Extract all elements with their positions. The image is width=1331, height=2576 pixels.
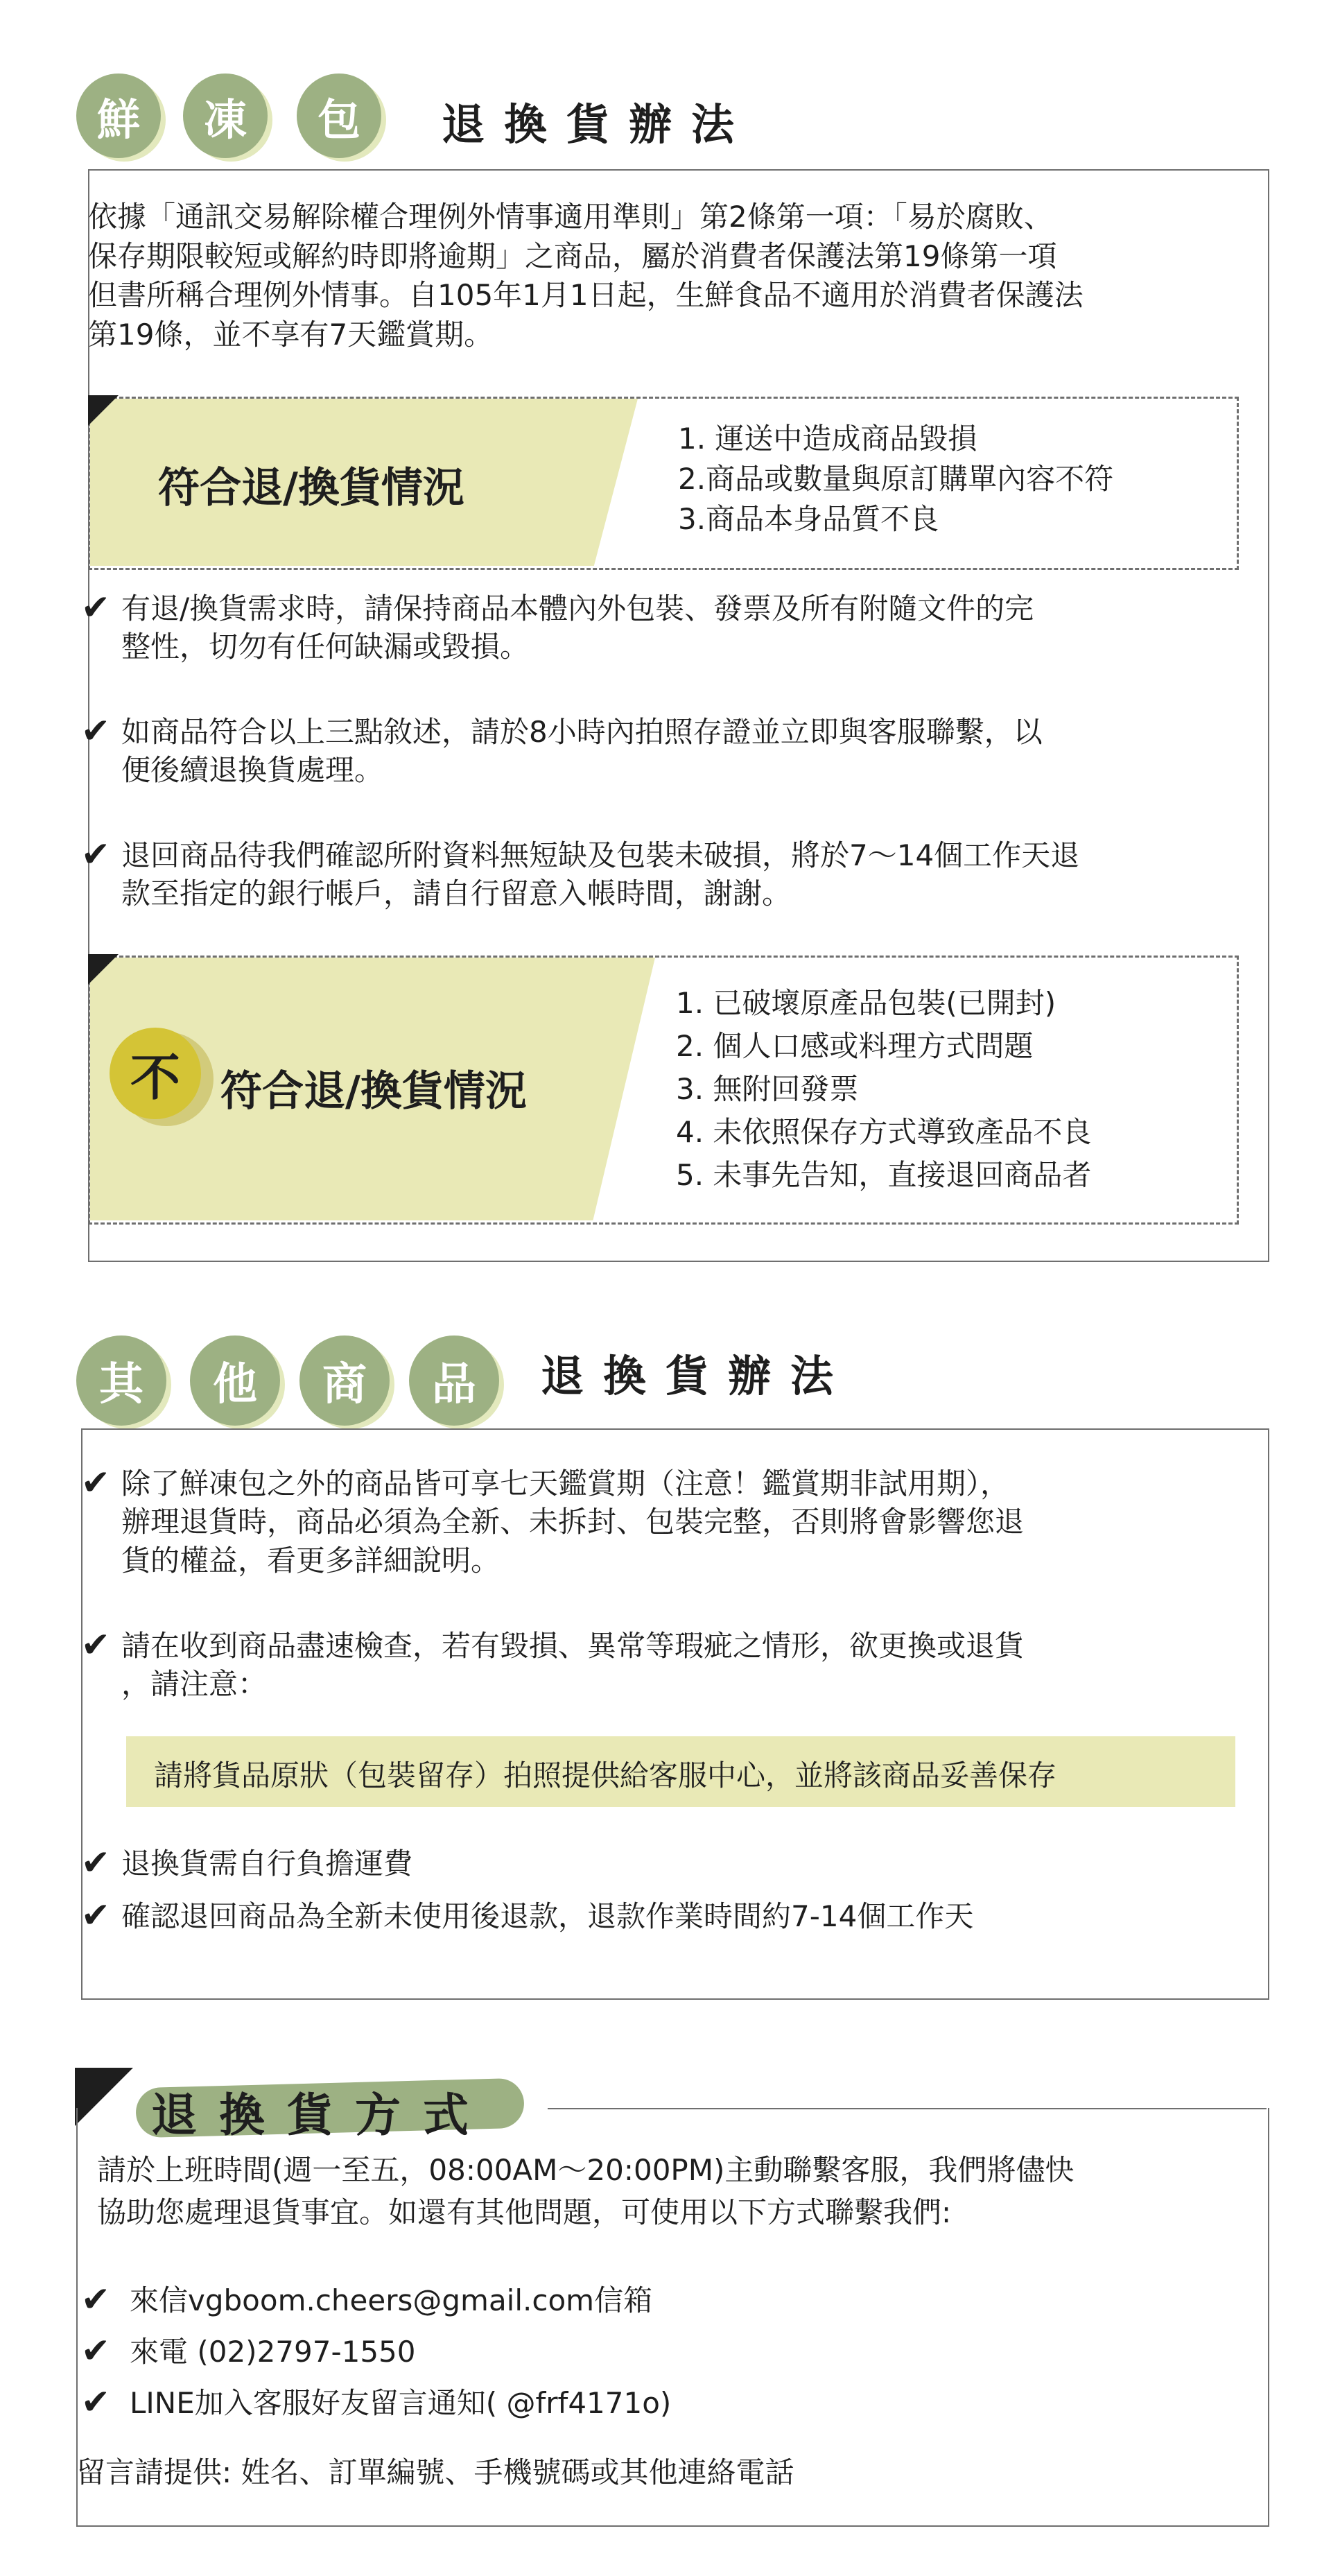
eligible-label: 符合退/換貨情況 xyxy=(158,464,464,512)
list-item: 5. 未事先告知，直接退回商品者 xyxy=(676,1158,1092,1192)
bullet-item xyxy=(81,1464,1024,1580)
circle-char: 他 xyxy=(190,1335,280,1426)
bullet-line: 如商品符合以上三點敘述，請於8小時內拍照存證並立即與客服聯繫，以 xyxy=(121,715,1043,749)
bullet-line: 請在收到商品盡速檢查，若有毀損、異常等瑕疵之情形，欲更換或退貨 xyxy=(121,1629,1025,1663)
check-icon: ✔ xyxy=(81,1895,110,1935)
list-item: 2.商品或數量與原訂購單內容不符 xyxy=(678,462,1114,496)
highlight-note-text: 請將貨品原狀（包裝留存）拍照提供給客服中心，並將該商品妥善保存 xyxy=(154,1758,1057,1792)
message-requirements: 留言請提供: 姓名、訂單編號、手機號碼或其他連絡電話 xyxy=(76,2455,794,2489)
circle-char: 鮮 xyxy=(76,74,161,158)
bullet-line: 退換貨需自行負擔運費 xyxy=(121,1847,413,1881)
bullet-line: 貨的權益，看更多詳細說明。 xyxy=(121,1543,501,1577)
check-icon: ✔ xyxy=(81,1625,110,1665)
corner-triangle-icon xyxy=(88,395,119,426)
section-title: 退換貨辦法 xyxy=(442,99,754,150)
intro-line: 保存期限較短或解約時即將逾期」之商品，屬於消費者保護法第19條第一項 xyxy=(88,239,1057,273)
bullet-line: 有退/換貨需求時，請保持商品本體內外包裝、發票及所有附隨文件的完 xyxy=(121,591,1034,625)
check-icon: ✔ xyxy=(81,2331,110,2371)
check-icon: ✔ xyxy=(81,2382,110,2422)
bullet-line: 除了鮮凍包之外的商品皆可享七天鑑賞期（注意！鑑賞期非試用期）， xyxy=(121,1467,1010,1501)
section-title: 退換貨辦法 xyxy=(541,1351,853,1401)
check-icon: ✔ xyxy=(81,711,110,751)
list-item: 1. 運送中造成商品毀損 xyxy=(678,422,977,456)
eligible-list xyxy=(678,419,1113,539)
bullet-line: 退回商品待我們確認所附資料無短缺及包裝未破損，將於7～14個工作天退 xyxy=(121,838,1080,872)
check-icon: ✔ xyxy=(81,1842,110,1883)
bullet-item xyxy=(81,1897,973,1935)
contact-intro xyxy=(97,2150,1074,2234)
intro-line: 依據「通訊交易解除權合理例外情事適用準則」第2條第一項：「易於腐敗、 xyxy=(88,200,1053,234)
email-text[interactable]: 來信vgboom.cheers@gmail.com信箱 xyxy=(130,2283,653,2317)
bullet-item xyxy=(81,589,1034,666)
check-icon: ✔ xyxy=(81,2279,110,2319)
line-text[interactable]: LINE加入客服好友留言通知( @frf4171o) xyxy=(130,2386,672,2420)
intro-line: 第19條，並不享有7天鑑賞期。 xyxy=(88,318,494,352)
check-icon: ✔ xyxy=(81,834,110,874)
phone-text[interactable]: 來電 (02)2797-1550 xyxy=(130,2335,416,2369)
list-item: 3.商品本身品質不良 xyxy=(678,502,939,536)
intro-line: 協助您處理退貨事宜。如還有其他問題，可使用以下方式聯繫我們: xyxy=(97,2195,952,2229)
intro-paragraph xyxy=(88,198,1084,355)
bullet-line: ，請注意： xyxy=(121,1667,268,1702)
list-item: 3. 無附回發票 xyxy=(676,1072,859,1106)
not-badge: 不 xyxy=(110,1028,201,1119)
circle-char: 凍 xyxy=(183,74,268,158)
bullet-line: 款至指定的銀行帳戶，請自行留意入帳時間，謝謝。 xyxy=(121,876,792,911)
check-icon: ✔ xyxy=(81,1462,110,1503)
check-icon: ✔ xyxy=(81,587,110,628)
bullet-item xyxy=(81,1844,412,1883)
section-title: 退換貨方式 xyxy=(151,2089,491,2142)
circle-char: 其 xyxy=(76,1335,166,1426)
circle-char: 包 xyxy=(297,74,381,158)
bullet-line: 整性，切勿有任何缺漏或毀損。 xyxy=(121,630,530,664)
contact-phone xyxy=(81,2333,416,2371)
bullet-line: 辦理退貨時，商品必須為全新、未拆封、包裝完整，否則將會影響您退 xyxy=(121,1505,1025,1539)
intro-line: 請於上班時間(週一至五，08:00AM～20:00PM)主動聯繫客服，我們將儘快 xyxy=(97,2153,1075,2187)
circle-char: 品 xyxy=(409,1335,499,1426)
bullet-item xyxy=(81,1627,1024,1704)
corner-triangle-icon xyxy=(88,954,119,985)
bullet-item xyxy=(81,713,1043,790)
list-item: 4. 未依照保存方式導致產品不良 xyxy=(676,1115,1092,1149)
contact-line xyxy=(81,2384,671,2422)
ineligible-list xyxy=(676,982,1091,1197)
list-item: 2. 個人口感或料理方式問題 xyxy=(676,1029,1034,1063)
bullet-line: 便後續退換貨處理。 xyxy=(121,753,384,788)
intro-line: 但書所稱合理例外情事。自105年1月1日起，生鮮食品不適用於消費者保護法 xyxy=(88,278,1084,313)
circle-char: 商 xyxy=(299,1335,390,1426)
ineligible-label: 符合退/換貨情況 xyxy=(220,1067,527,1116)
bullet-line: 確認退回商品為全新未使用後退款，退款作業時間約7-14個工作天 xyxy=(121,1899,974,1933)
contact-email xyxy=(81,2281,652,2319)
bullet-item xyxy=(81,836,1079,913)
list-item: 1. 已破壞原產品包裝(已開封) xyxy=(676,986,1056,1020)
